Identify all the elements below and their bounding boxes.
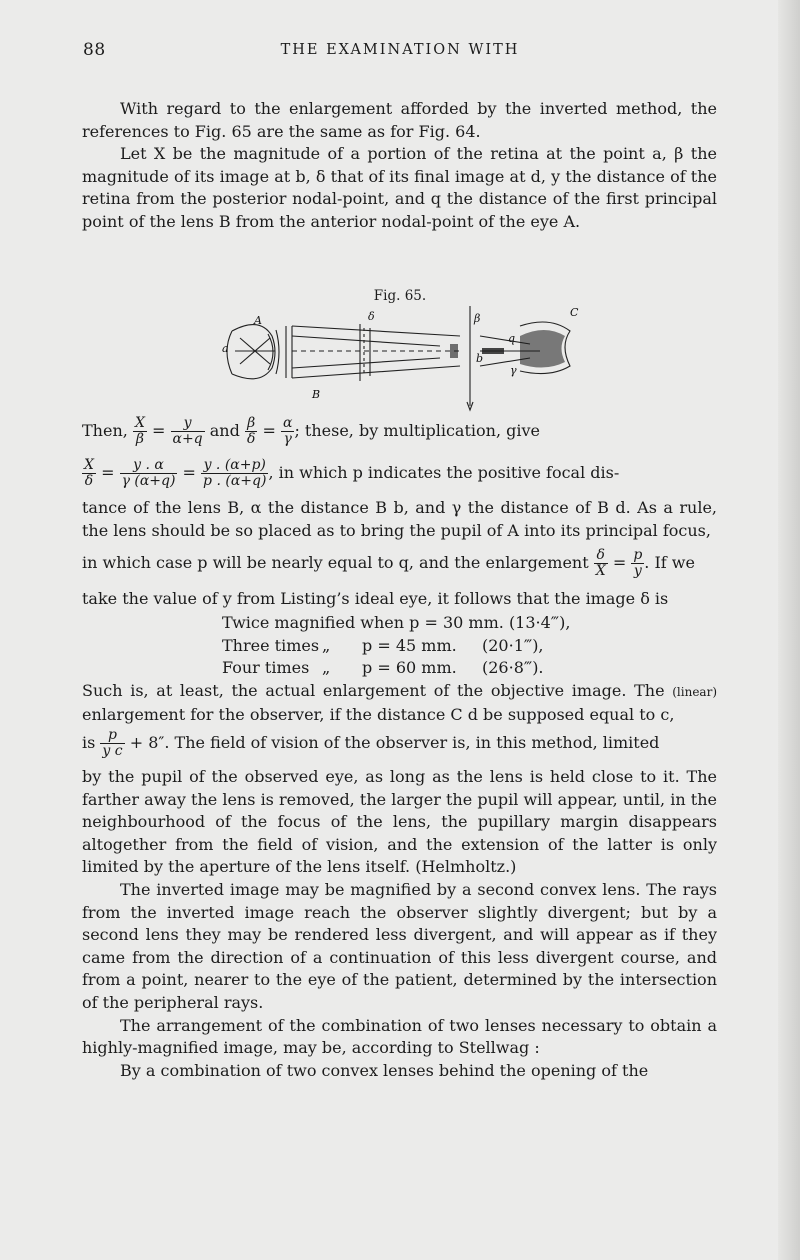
paragraph-6: Such is, at least, the actual enlargement of the objective image. The (linear) enlargement for the observer, if the distance C d be supposed equal to c, (82, 681, 717, 724)
enlargement-line: in which case p will be nearly equal to q, and the enlargement $\frac{\delta}{X}$ = $\frac{p}{y}$ . If we (82, 547, 695, 579)
equation-line-2: $\frac{X}{\delta}$ = $\frac{y . \alpha}{\gamma (\alpha+q)}$ = $\frac{y . (\alpha+p)}{p . (\alpha+q)}$ , in which p indicates the positive focal dis- (84, 457, 620, 489)
opening-paragraphs (82, 98, 717, 234)
label-a: a (222, 342, 229, 355)
paragraph-1: With regard to the enlargement afforded by the inverted method, the references to Fig. 65 are the same as for Fig. 64. (82, 99, 717, 141)
paragraph-9: The inverted image may be magnified by a second convex lens. The rays from the inverted image reach the observer slightly divergent; but by a second lens they may be rendered less divergent, and will appear as if they came from the direction of a continuation of this less divergent course, and from a point, nearer to the eye of the patient, determined by the intersection of the peripheral rays. (82, 879, 717, 1012)
label-C: C (570, 306, 579, 319)
paragraph-11: By a combination of two convex lenses behind the opening of the (120, 1060, 649, 1080)
figure-caption: Fig. 65. (373, 288, 427, 304)
paragraph-8: by the pupil of the observed eye, as long as the lens is held close to it. The farther away the lens is removed, the larger the pupil will appear, until, in the neighbourhood of the focus of the lens, the pupillary margin disappears altogether from the field of vision, and the extension of the latter is only limited by the aperture of the lens itself. (Helmholtz.) (82, 767, 717, 877)
fraction-delta-over-X: $\frac{\delta}{X}$ (595, 547, 606, 579)
label-B: B (312, 388, 321, 401)
label-beta: β (474, 312, 481, 325)
magnification-row: Three times „ p = 45 mm. (20·1‴), (222, 635, 544, 655)
magnification-row: Four times „ p = 60 mm. (26·8‴). (222, 658, 544, 678)
fraction-y-over-a-plus-q: $\frac{y}{\alpha+q}$ (172, 415, 203, 447)
paragraph-10: The arrangement of the combination of two lenses necessary to obtain a highly-magnified image, may be, according to Stellwag : (82, 1015, 717, 1058)
paragraph-3: tance of the lens B, α the distance B b, and γ the distance of B d. As a rule, the lens should be so placed as to bring the pupil of A into its principal focus, (82, 498, 717, 540)
fraction-alpha-over-gamma: $\frac{\alpha}{\gamma}$ (282, 415, 293, 447)
page-number: 88 (83, 40, 106, 60)
body-paragraphs (82, 766, 717, 1082)
magnification-list (82, 612, 717, 680)
magnification-row: Twice magnified when p = 30 mm. (13·4‴), (222, 613, 571, 632)
running-head: THE EXAMINATION WITH (280, 42, 520, 58)
label-b: b (476, 352, 484, 365)
fraction-p-over-yc: $\frac{p}{\text{y c}}$ (102, 727, 123, 759)
fraction-X-over-delta: $\frac{X}{\delta}$ (84, 457, 94, 489)
paragraph-5: take the value of y from Listing’s ideal eye, it follows that the image δ is (82, 589, 669, 608)
label-q: q (508, 332, 516, 345)
fraction-beta-over-delta: $\frac{\beta}{\delta}$ (246, 415, 256, 447)
label-delta: δ (368, 310, 375, 323)
fraction-X-over-beta: $\frac{X}{\beta}$ (134, 415, 145, 447)
fraction-p-over-y: $\frac{p}{y}$ (633, 547, 643, 579)
paragraph-7: is $\frac{p}{\text{y c}}$ + 8″. The field of vision of the observer is, in this method, limited (82, 727, 660, 759)
paragraph-2: Let X be the magnitude of a portion of the retina at the point a, β the magnitude of its image at b, δ that of its final image at d, y the distance of the retina from the posterior nodal-point, and q the distance of the first principal point of the lens B from the anterior nodal-point of the eye A. (82, 144, 717, 231)
label-A: A (254, 314, 262, 327)
page-header (0, 40, 800, 64)
fraction-yap-over-paq: $\frac{y . (\alpha+p)}{p . (\alpha+q)}$ (203, 457, 267, 489)
equation-line-1: Then, $\frac{X}{\beta}$ = $\frac{y}{\alpha+q}$ and $\frac{\beta}{\delta}$ = $\frac{\alpha}{\gamma}$ ; these, by multiplication, give (82, 415, 540, 447)
figure-65-diagram (220, 306, 580, 416)
fraction-ya-over-gamma: $\frac{y . \alpha}{\gamma (\alpha+q)}$ (121, 457, 176, 489)
page-edge-shadow (778, 0, 800, 1260)
label-gamma: γ (510, 364, 517, 377)
